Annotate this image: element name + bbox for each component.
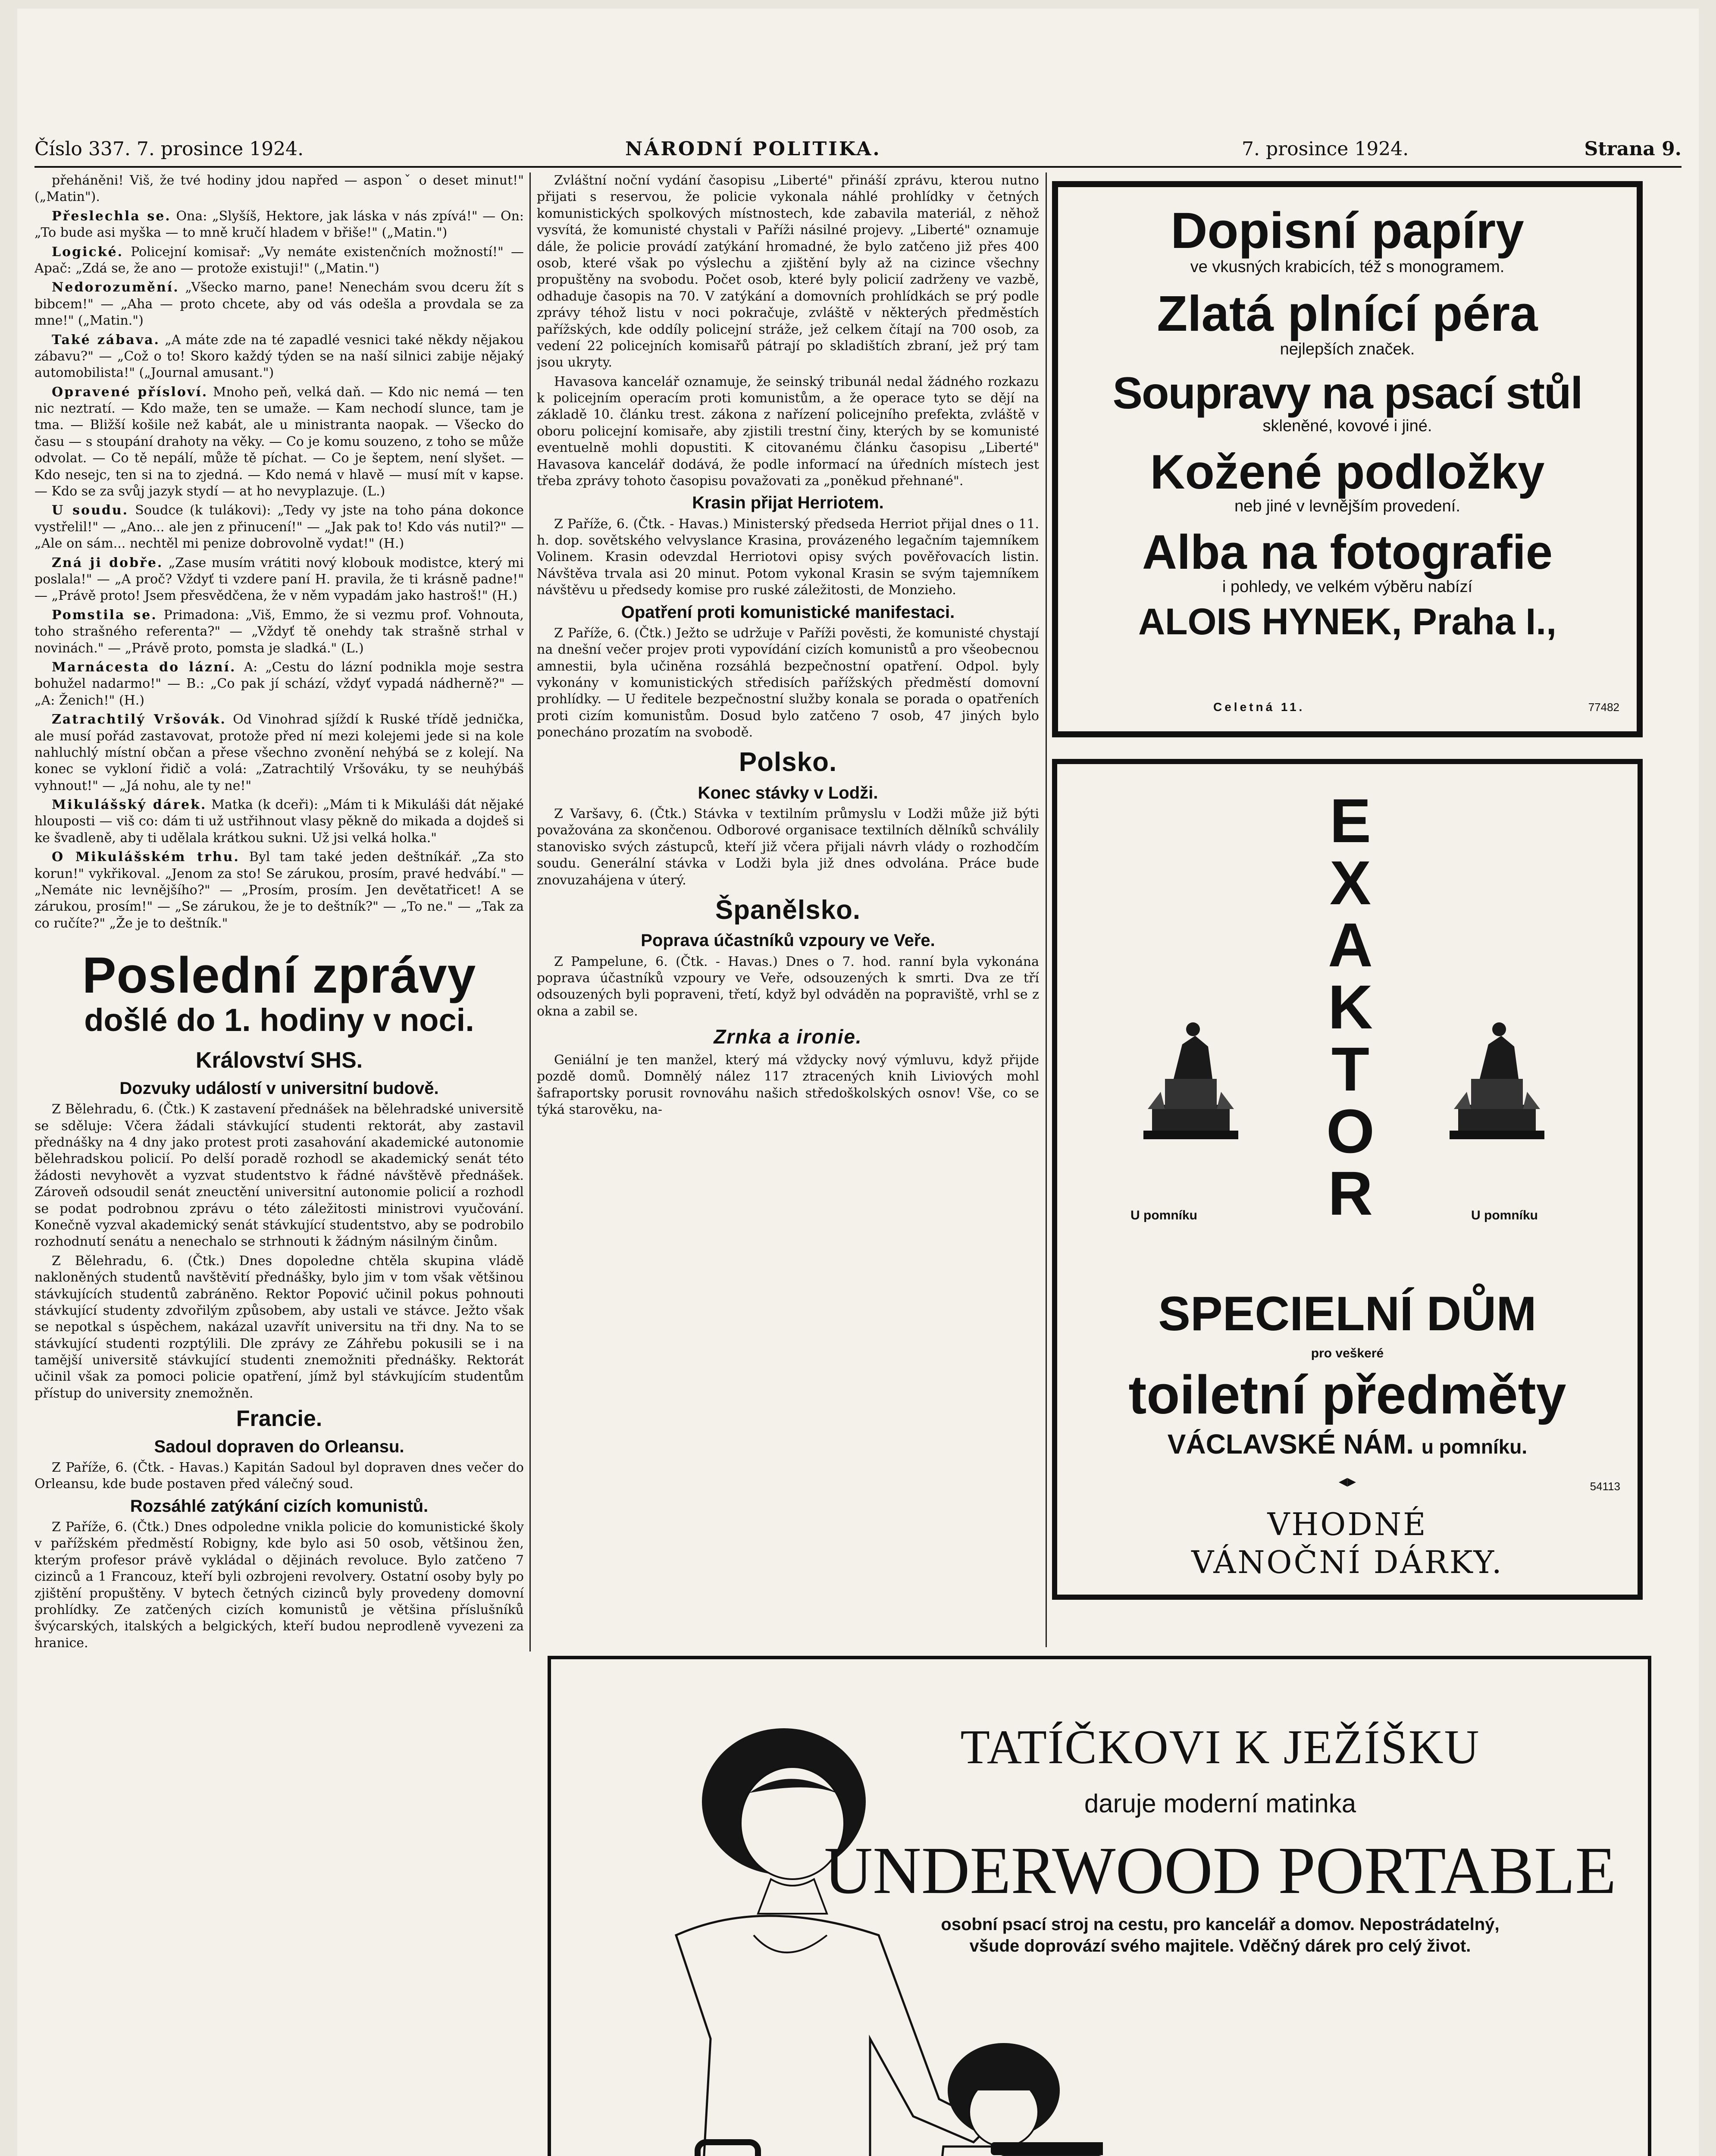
joke-title: Také zábava. bbox=[52, 332, 160, 348]
header-rule bbox=[34, 166, 1682, 168]
joke-text: Od Vinohrad sjíždí k Ruské třídě jednička, ale musí pořád zastavovat, protože před ní mezi kolejemi jede si na kole nahluchlý místní občan a přese všechno zvonění nehýbá se z kolejí. Na konec se vykloní řidič a volá: „Zatrachtilý Vršováku, ty se neuhýbáš vyhnout!" — „Já nohu, ale ty ne!" bbox=[34, 712, 524, 793]
jokes-section bbox=[34, 172, 524, 932]
page-number: Strana 9. bbox=[1584, 138, 1682, 160]
ad-subline: neb jiné v levnějším provedení. bbox=[1234, 497, 1460, 516]
ad-address-note: u pomníku. bbox=[1421, 1435, 1528, 1458]
issue-date: 7. prosince 1924. bbox=[1242, 138, 1409, 160]
brand-letter: X bbox=[1329, 848, 1372, 918]
ad-for-label: pro veškeré bbox=[1311, 1346, 1384, 1360]
joke-item bbox=[34, 849, 524, 932]
issue-number: Číslo 337. 7. prosince 1924. bbox=[34, 138, 304, 160]
statue-right-caption: U pomníku bbox=[1471, 1208, 1538, 1222]
joke-item bbox=[34, 172, 524, 206]
joke-text: Policejní komisař: „Vy nemáte existenčních možností!" — Apač: „Zdá se, že ano — protože existuji!" („Matin.") bbox=[34, 244, 524, 276]
joke-text: Byl tam také jeden deštníkář. „Za sto korun!" vykřikoval. „Jenom za sto! Se zárukou, prosím, pravé hedvábí." — „Nemáte nic levnějšího?" — „Prosím, prosím. Jen devětatřicet! A se zárukou, prosím!" — „Se zárukou, že je to deštník?" — „To ne." — „Tak za co ručíte?" „Že je to deštník." bbox=[34, 849, 524, 931]
ad-street: Celetná 11. bbox=[1213, 700, 1305, 714]
joke-title: Marnácesta do lázní. bbox=[52, 659, 236, 675]
subheading-krasin: Krasin přijat Herriotem. bbox=[692, 493, 884, 513]
advert-hynek bbox=[1052, 181, 1643, 737]
masthead: NÁRODNÍ POLITIKA. bbox=[625, 138, 881, 160]
ad-subline: nejlepších značek. bbox=[1280, 340, 1415, 358]
joke-title: U soudu. bbox=[52, 503, 129, 518]
ad-shop-name: SPECIELNÍ DŮM bbox=[1158, 1287, 1537, 1341]
ad-address bbox=[1057, 1428, 1638, 1460]
subheading-manifestation: Opatření proti komunistické manifestaci. bbox=[621, 602, 955, 622]
ad-description bbox=[792, 1914, 1648, 1957]
joke-title: Nedorozumění. bbox=[52, 280, 179, 295]
joke-item bbox=[34, 502, 524, 552]
joke-item bbox=[34, 711, 524, 794]
brand-letter: K bbox=[1328, 972, 1373, 1042]
ad-firm-name: ALOIS HYNEK, Praha I., bbox=[1138, 601, 1557, 643]
joke-item bbox=[34, 607, 524, 657]
brand-letter: A bbox=[1328, 910, 1373, 980]
ad-description-line: osobní psací stroj na cestu, pro kancelář a domov. Nepostrádatelný, bbox=[941, 1915, 1500, 1934]
article-paragraph: Z Bělehradu, 6. (Čtk.) Dnes dopoledne chtěla skupina vládě nakloněných studentů navštěvití přednášky, bylo jim v tom však většinou stávkujících studentů zabráněno. Rektor Popović učinil pokus pohnouti stávkující studenty zdvořilým způsobem, aby ustali ve stávce. Ježto však se nepotkal s úspěchem, nakázal uzavřít universitu na tři dny. Na to se stávkující studenti rozptýlili. Dle zprávy ze Záhřebu pokusili se i na tamější universitě stávkující studenti znemožniti přednášky. Rektorát učinil však za pomoci policie opatření, jímž byl stávkujícím studentům přístup do university znemožněn. bbox=[34, 1253, 524, 1401]
article-paragraph: Geniální je ten manžel, který má vždycky nový výmluvu, když přijde pozdě domů. Domnělý nález 117 ztracených knih Liviových mohl šafraportsky porusit rovnováhu našich středoškolských osnov! Vše, co se týká starověku, na- bbox=[537, 1052, 1039, 1118]
statue-left-caption: U pomníku bbox=[1130, 1208, 1197, 1222]
article-paragraph: Z Bělehradu, 6. (Čtk.) K zastavení přednášek na bělehradské universitě se sděluje: Včera žádali stávkující studenti rektorát, aby zastavil přednášky na 4 dny jako protest proti zasahování akademické autonomie bělehradskou policií. Po delší poradě rozhodl se akademický senát této žádosti nevyhovět a vyzvat studentstvo k řádné návštěvě přednášek. Zároveň odsoudil senát zneuctění universitní autonomie policií a rozhodl se podat podrobnou zprávu o této záležitosti ministrovi vyučování. Konečně vyzval akademický senát stávkující studentstvo, aby se podrobilo rozhodnutí senátu a nenechalo se strhnouti k žádným násilným činům. bbox=[34, 1102, 524, 1250]
joke-text: Ona: „Slyšíš, Hektore, jak láska v nás zpívá!" — On: „To bude asi myška — to mně kručí hladem v břiše!" („Matin.") bbox=[34, 208, 524, 241]
joke-title: Logické. bbox=[52, 244, 124, 260]
article-paragraph: Havasova kancelář oznamuje, že seinský tribunál nedal žádného rozkazu k policejním operacím proti komunistům, a že operace tyto se dějí na základě 10. článku trest. zákona z nařízení policejního prefekta, zvláště v oboru policejní komisaře, aby zjistili trestní činy, kterých by se komunisté eventuelně mohli dopustiti. K citovanému článku časopisu „Liberté" Havasova kancelář dodává, že podle informací na úředních místech jest třeba zprávy tohoto časopisu považovati za „poněkud přehnané". bbox=[537, 374, 1039, 489]
column-divider bbox=[529, 172, 531, 1651]
ad-gift-line: VHODNÉ bbox=[1267, 1506, 1428, 1542]
joke-text: „Zase musím vrátiti nový klobouk modistce, který mi poslala!" — „A proč? Vždyť ti vzdere paní H. pravila, že ti krásně padne!" — „Právě proto! Jsem přesvědčena, že v něm vypadám jako hastroš!" (H.) bbox=[34, 555, 524, 604]
column-divider bbox=[1046, 172, 1047, 1647]
headline-latest-news-sub: došlé do 1. hodiny v noci. bbox=[84, 1002, 474, 1038]
advert-underwood bbox=[548, 1656, 1651, 2156]
article-paragraph: Z Paříže, 6. (Čtk.) Dnes odpoledne vnikla policie do komunistické školy v pařížském předměstí Robigny, kde bylo asi 50 osob, většinou žen, kterým profesor právě vykládal o dějinách revoluce. Bylo zatčeno 7 cizinců a 1 Francouz, kteří byli ozbrojeni revolvery. Ostatní osoby byly po zjištění propuštěny. V bytech četných cizinců byly provedeny domovní prohlídky. Ze zatčených cizích komunistů je většina příslušníků švýcarských, italských a belgických, kteří budou neprodleně vyvezeni za hranice. bbox=[34, 1519, 524, 1651]
ad-address-square: VÁCLAVSKÉ NÁM. bbox=[1167, 1429, 1414, 1460]
article-paragraph: Z Pampelune, 6. (Čtk. - Havas.) Dnes o 7. hod. ranní byla vykonána poprava účastníků vzpoury ve Veře, odsouzených k smrti. Dva ze tří odsouzených byli popraveni, třetí, když byl odváděn na popraviště, vrhl se z okna a zabil se. bbox=[537, 954, 1039, 1019]
ad-code: 77482 bbox=[1588, 701, 1619, 714]
subheading-lodz: Konec stávky v Lodži. bbox=[698, 783, 878, 802]
joke-item bbox=[34, 555, 524, 605]
brand-letter: E bbox=[1329, 786, 1372, 856]
subheading-vera: Poprava účastníků vzpoury ve Veře. bbox=[641, 931, 935, 950]
joke-item bbox=[34, 797, 524, 846]
joke-text: „A máte zde na té zapadlé vesnici také někdy nějakou zábavu?" — „Což o to! Skoro každý týden se na naší silnici zabije nějaký automobilista!" („Journal amusant.") bbox=[34, 332, 524, 381]
ad-subline: ve vkusných krabicích, též s monogramem. bbox=[1190, 257, 1505, 276]
joke-item bbox=[34, 659, 524, 709]
advert-exaktor bbox=[1052, 759, 1643, 1600]
statue-left-illustration bbox=[1122, 1006, 1260, 1139]
subheading-university: Dozvuky událostí v universitní budově. bbox=[119, 1079, 439, 1098]
article-paragraph: Z Varšavy, 6. (Čtk.) Stávka v textilním průmyslu v Lodži může již býti považována za skončenou. Odborové organisace textilních dělníků schválily stanovisko svých zástupců, kteří již včera přijali návrh vlády o rozhodčím soudu. Generální stávka v Lodži byla již dnes odvolána. Práce bude znovuzahájena v úterý. bbox=[537, 806, 1039, 888]
section-heading-poland: Polsko. bbox=[739, 747, 837, 777]
column-2 bbox=[537, 172, 1039, 1613]
ad-subtitle: daruje moderní matinka bbox=[1084, 1789, 1356, 1818]
joke-item bbox=[34, 332, 524, 382]
ad-product: UNDERWOOD PORTABLE bbox=[824, 1833, 1616, 1908]
joke-title: Zatrachtilý Vršovák. bbox=[52, 712, 226, 727]
section-heading-shs: Království SHS. bbox=[195, 1048, 363, 1073]
column-1 bbox=[34, 172, 524, 2156]
ad-subline: i pohledy, ve velkém výběru nabízí bbox=[1222, 578, 1473, 596]
ad-code: 54113 bbox=[1590, 1480, 1620, 1493]
headline-latest-news: Poslední zprávy bbox=[82, 947, 476, 1004]
article-paragraph: Z Paříže, 6. (Čtk. - Havas.) Kapitán Sadoul byl dopraven dnes večer do Orleansu, kde bude postaven před válečný soud. bbox=[34, 1460, 524, 1492]
brand-letter: O bbox=[1326, 1097, 1375, 1166]
ad-description-line: všude doprovází svého majitele. Vděčný dárek pro celý život. bbox=[969, 1937, 1471, 1955]
ad-line: Soupravy na psací stůl bbox=[1112, 368, 1582, 418]
joke-text: Mnoho peň, velká daň. — Kdo nic nemá — ten nic neztratí. — Kdo maže, ten se umaže. — Kam nechodí slunce, tam je tma. — Bližší košile než kabát, ale u ministranta naopak. — Všecko do času — s stoupání drahoty na věky. — Co je komu souzeno, z toho se může odvolat. — Co tě nepálí, může tě píchat. — Co je šeptem, není slyšet. — Kdo nesejc, ten si na to zjedná. — Kdo nemá v hlavě — musí mít v kapse. — Kdo se za svůj jazyk stydí — at ho nevyplazuje. (L.) bbox=[34, 384, 524, 499]
joke-text: přeháněni! Viš, že tvé hodiny jdou napřed — asponˇ o deset minut!" („Matin"). bbox=[34, 173, 524, 205]
section-heading-france: Francie. bbox=[236, 1406, 323, 1432]
ad-gift-slogan bbox=[1057, 1506, 1638, 1582]
ad-vertical-brand bbox=[1312, 786, 1389, 1228]
ad-title: TATÍČKOVI K JEŽÍŠKU bbox=[960, 1720, 1480, 1774]
joke-title: Pomstila se. bbox=[52, 607, 157, 623]
joke-title: Zná ji dobře. bbox=[52, 555, 163, 570]
joke-text: A: „Cestu do lázní podnikla moje sestra bohužel nadarmo!" — B.: „Co pak jí schází, vždyť vypadá nádherně?" — „A: Ženich!" (H.) bbox=[34, 659, 524, 708]
section-heading-spain: Španělsko. bbox=[715, 895, 861, 925]
ad-line: Zlatá plnící péra bbox=[1157, 285, 1538, 342]
joke-title: Přeslechla se. bbox=[52, 208, 171, 224]
joke-text: Matka (k dceři): „Mám ti k Mikuláši dát nějaké hlouposti — viš co: dám ti už ustřihnout vlasy pěkně do mikada a dojdeš si ke švadleně, aby ti udělala krátkou sukni. Už jsi velká holka." bbox=[34, 797, 524, 846]
ad-line: Alba na fotografie bbox=[1142, 525, 1553, 580]
joke-item bbox=[34, 279, 524, 329]
joke-title: Mikulášský dárek. bbox=[52, 797, 207, 813]
brand-letter: R bbox=[1328, 1159, 1373, 1228]
joke-title: Opravené přísloví. bbox=[52, 384, 208, 400]
section-heading-irony: Zrnka a ironie. bbox=[714, 1025, 862, 1048]
ad-gift-line: VÁNOČNÍ DÁRKY. bbox=[1191, 1544, 1503, 1580]
joke-item bbox=[34, 208, 524, 241]
joke-text: „Všecko marno, pane! Nenechám svou dceru žít s bibcem!" — „Aha — proto chcete, aby od vás odešla a provdala se za mne!" („Matin.") bbox=[34, 280, 524, 329]
brand-letter: T bbox=[1331, 1034, 1369, 1104]
ad-line: Dopisní papíry bbox=[1171, 202, 1524, 259]
article-paragraph: Z Paříže, 6. (Čtk. - Havas.) Ministerský předseda Herriot přijal dnes o 11. h. dop. sovětského velvyslance Krasina, provázeného legačním tajemníkem Volinem. Krasin odevzdal Herriotovi opisy svých pověřovacích listin. Návštěva trvala asi 20 minut. Potom vykonal Krasin se svým tajemníkem návštěvu u předsedy komise pro ruské záležitosti, de Monzieho. bbox=[537, 516, 1039, 598]
subheading-sadoul: Sadoul dopraven do Orleansu. bbox=[154, 1437, 404, 1456]
article-paragraph: Z Paříže, 6. (Čtk.) Ježto se udržuje v Paříži pověsti, že komunisté chystají na dnešní večer projev proti vypovídání cizích komunistů a pro všeobecnou amnestii, byla učiněna rozsáhlá bezpečnostní opatření. Odpol. byly vykonány v komunistických středisích pařížských předměstí domovní prohlídky. — U ředitele bezpečnostní služby konala se porada o opatřeních proti cizím komunistům. Dosud bylo zatčeno 7 osob, 47 jiných bylo ponecháno prozatím na svobodě. bbox=[537, 625, 1039, 740]
joke-item bbox=[34, 244, 524, 277]
subheading-arrests: Rozsáhlé zatýkání cizích komunistů. bbox=[130, 1496, 429, 1516]
ad-goods: toiletní předměty bbox=[1128, 1364, 1566, 1425]
ornament-icon: ◂▸ bbox=[1338, 1472, 1356, 1491]
ad-subline: skleněné, kovové i jiné. bbox=[1262, 417, 1432, 435]
joke-text: Primadona: „Viš, Emmo, že si vezmu prof. Vohnouta, toho strašného referenta?" — „Vždyť tě onehdy tak strašně strhal v novinách." — „Právě proto, pomsta je sladká." (L.) bbox=[34, 607, 524, 656]
ad-line: Kožené podložky bbox=[1150, 445, 1545, 499]
page-header bbox=[34, 129, 1682, 168]
joke-text: Soudce (k tulákovi): „Tedy vy jste na toho pána dokonce vystřelil!" — „Ano... ale jen z přinucení!" — „Jak pak to! Kdo vás nutil?" — „Ale on sám... nechtěl mi penize dobrovolně vydat!" (H.) bbox=[34, 503, 524, 552]
joke-title: O Mikulášském trhu. bbox=[52, 849, 240, 865]
statue-right-illustration bbox=[1428, 1006, 1566, 1139]
article-paragraph: Zvláštní noční vydání časopisu „Liberté" přináší zprávu, kterou nutno přijati s reservou, že policie vykonala náhlé prohlídky v četných komunistických spolkových místnostech, kde zabavila materiál, z něhož vysvítá, že komunisté chystali v Paříži násilné projevy. „Liberté" oznamuje dále, že policie provádí zatýkání hromadné, že bylo zatčeno již přes 400 osob, které však po výslechu a zjištění byly až na cizince všechny propuštěny na svobodu. Počet osob, které byly policií zadrženy ve vazbě, odhaduje časopis na 70. V zatýkání a domovních prohlídkách se prý podle zprávy téhož listu v noci pokračuje, zvláště v některých předměstích pařížských, kde oddíly policejní stráže, jež celkem čítají na 700 osob, za vedení 22 policejních komisařů pátrají po skladištích zbraní, jež prý tam jsou ukryty. bbox=[537, 173, 1039, 370]
joke-item bbox=[34, 384, 524, 500]
